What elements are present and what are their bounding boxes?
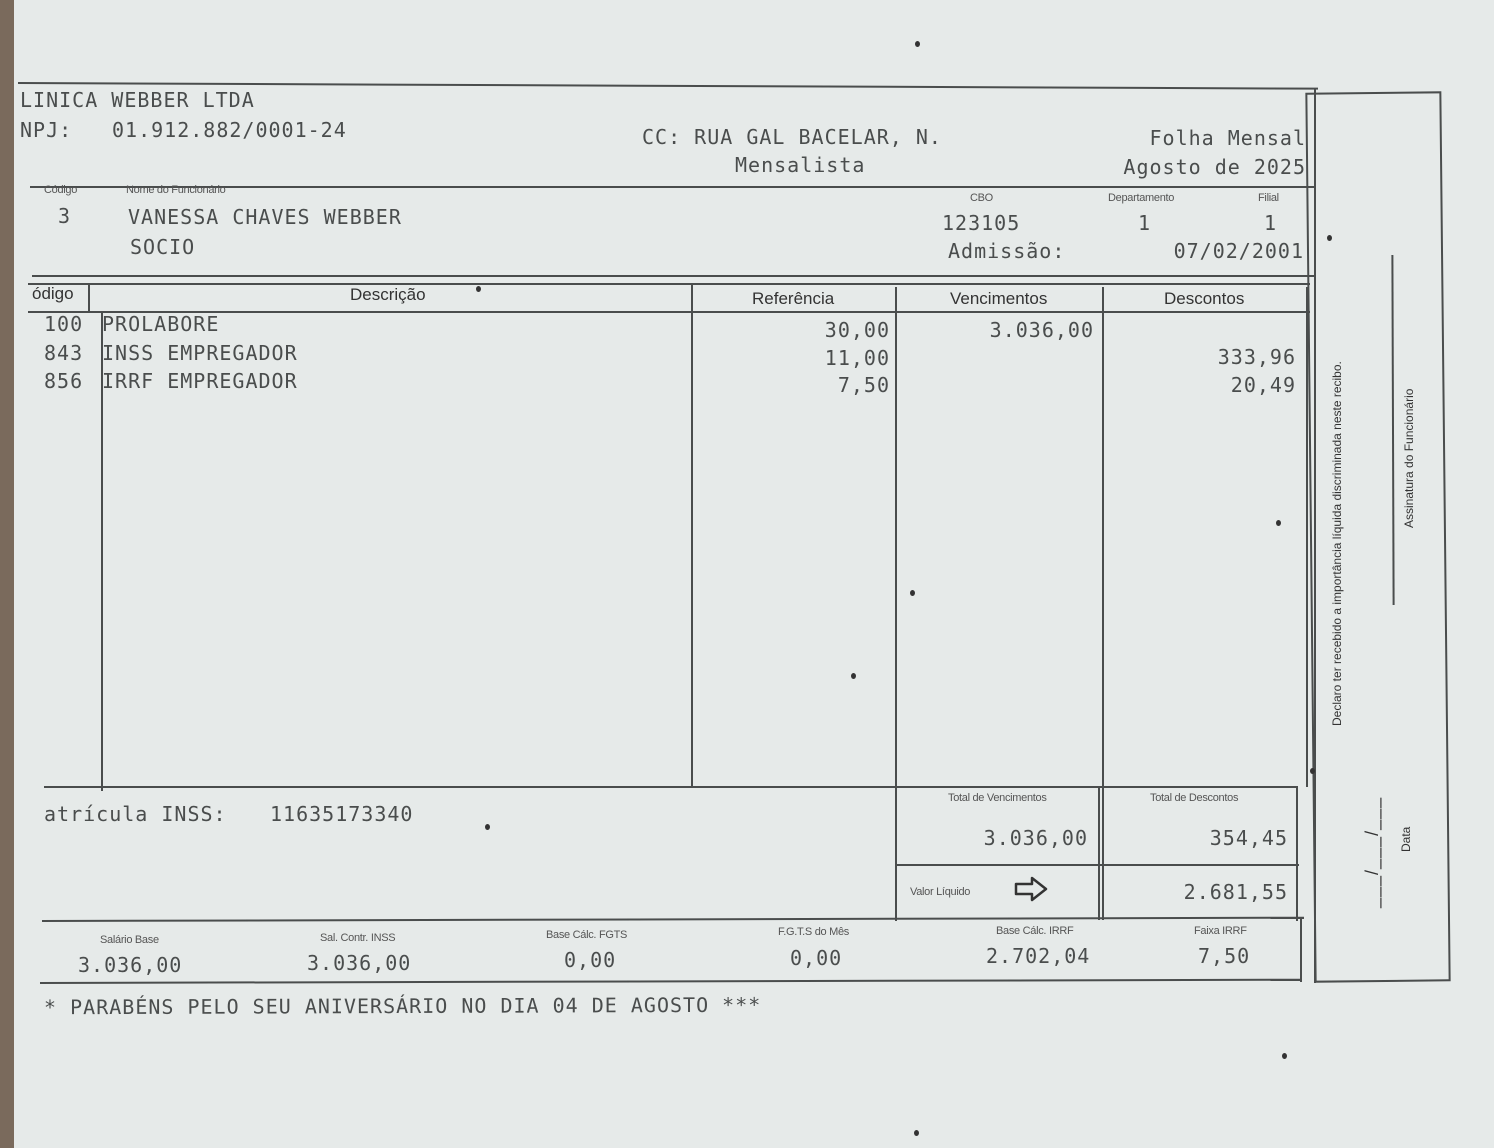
table-header-line [28,311,1310,313]
birthday-message: * PARABÉNS PELO SEU ANIVERSÁRIO NO DIA 04 DE AGOSTO *** [43,992,762,1020]
header-code: ódigo [32,284,74,303]
paper-speck [910,590,915,596]
table-edge-background [0,0,14,1148]
paper-speck [914,1130,919,1136]
row-code: 856 [44,369,84,393]
paper-speck [1327,235,1332,241]
paper-speck [476,286,481,292]
date-field[interactable]: ___/___/___ [1362,796,1382,908]
irrf-band-label: Faixa IRRF [1194,925,1247,937]
totals-top-line [44,786,1298,788]
col-sep-code-header [88,283,90,311]
admission-label: Admissão: [948,239,1066,263]
total-earnings-value: 3.036,00 [983,826,1088,850]
totals-middle-line [895,864,1299,866]
row-reference: 30,00 [824,318,890,342]
paper-speck [851,673,856,679]
cost-center: CC: RUA GAL BACELAR, N. [642,125,942,149]
cbo-value: 123105 [942,211,1021,235]
signature-label: Assinatura do Funcionário [1402,388,1416,528]
header-deductions: Descontos [1164,289,1245,308]
inss-contrib-value: 3.036,00 [307,951,412,975]
paper-speck [915,41,920,47]
receipt-declaration: Declaro ter recebido a importância líquida discriminada neste recibo. [1330,361,1344,726]
irrf-band-value: 7,50 [1198,944,1251,968]
row-deductions: 20,49 [1230,373,1296,397]
inss-contrib-label: Sal. Contr. INSS [320,932,396,944]
branch-label: Filial [1258,192,1279,204]
totals-right-line [1296,786,1298,921]
salary-base-label: Salário Base [100,934,159,946]
header-earnings: Vencimentos [950,289,1048,308]
header-reference: Referência [752,289,835,308]
inss-registration-label: atrícula INSS: [44,802,227,826]
name-label: Nome do Funcionário [126,184,226,196]
totals-col-sep [1098,786,1100,920]
row-code: 843 [44,341,84,365]
row-earnings: 3.036,00 [989,318,1094,342]
cnpj-value: 01.912.882/0001-24 [112,118,347,142]
total-deductions-value: 354,45 [1209,826,1288,850]
period: Agosto de 2025 [1123,155,1306,179]
code-label: Código [44,184,78,196]
employee-name: VANESSA CHAVES WEBBER [128,205,402,229]
admission-date: 07/02/2001 [1173,239,1304,263]
fgts-base-value: 0,00 [564,948,617,972]
salary-base-value: 3.036,00 [78,953,183,977]
row-description: PROLABORE [102,312,220,336]
row-description: IRRF EMPREGADOR [102,369,298,393]
table-top-line [28,283,1310,285]
total-earnings-label: Total de Vencimentos [948,792,1047,804]
employee-divider [32,275,1316,277]
paper-speck [485,824,490,830]
col-sep-description [691,285,693,788]
sheet-type: Folha Mensal [1149,126,1306,150]
row-description: INSS EMPREGADOR [102,341,298,365]
irrf-base-value: 2.702,04 [986,944,1091,968]
fgts-base-label: Base Cálc. FGTS [546,929,628,941]
department-label: Departamento [1108,192,1175,204]
fgts-month-label: F.G.T.S do Mês [778,926,849,938]
col-sep-reference [895,287,897,921]
employee-role: SOCIO [130,235,196,259]
net-value: 2.681,55 [1183,880,1288,904]
paper-speck [1276,520,1281,526]
paper-speck [1310,768,1315,774]
row-code: 100 [44,312,84,336]
category: Mensalista [735,153,866,177]
header-description: Descrição [350,285,426,304]
net-value-label: Valor Líquido [910,886,971,898]
employee-code: 3 [58,204,72,228]
total-deductions-label: Total de Descontos [1150,792,1239,804]
company-name: LINICA WEBBER LTDA [20,88,255,112]
cnpj-label: NPJ: [20,118,73,142]
branch-value: 1 [1264,211,1278,235]
row-deductions: 333,96 [1217,345,1296,369]
row-reference: 7,50 [837,373,890,397]
irrf-base-label: Base Cálc. IRRF [996,925,1074,937]
department-value: 1 [1138,211,1152,235]
date-label: Data [1399,826,1413,852]
cbo-label: CBO [970,192,993,204]
inss-registration-number: 11635173340 [270,802,414,826]
fgts-month-value: 0,00 [790,946,843,970]
bases-right-line [1300,918,1302,982]
paper-speck [1282,1053,1287,1059]
row-reference: 11,00 [824,346,890,370]
arrow-right-icon [1014,876,1048,902]
